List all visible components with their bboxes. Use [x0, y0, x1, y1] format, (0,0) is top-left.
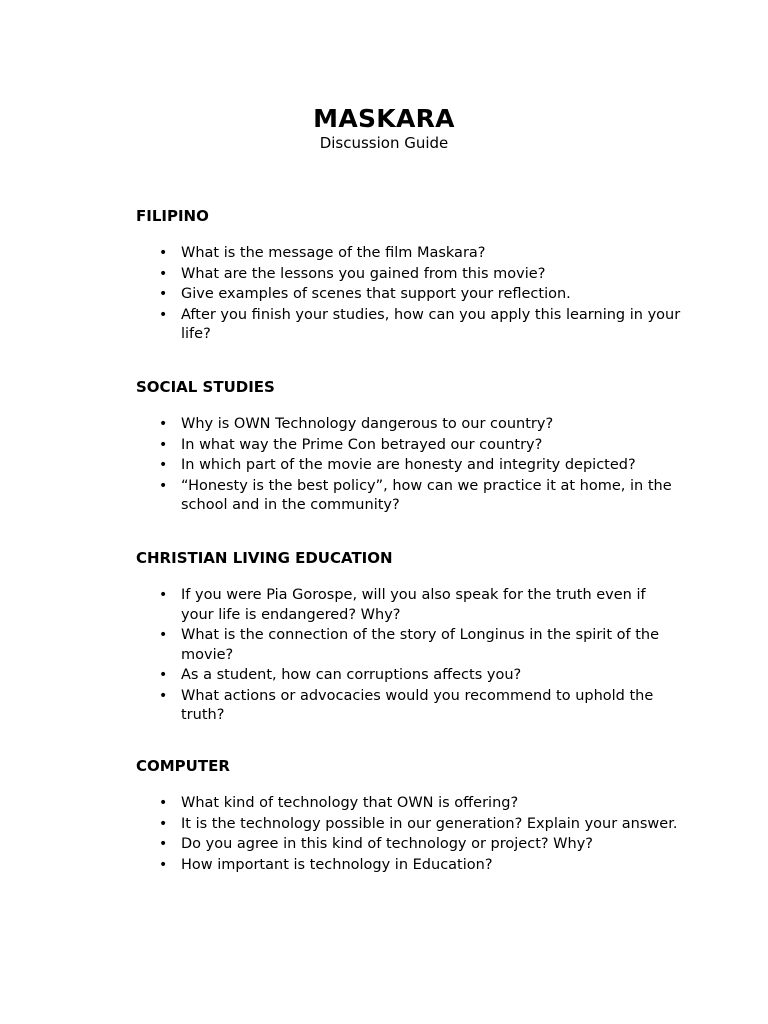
list-item	[136, 456, 696, 476]
bullet-icon: •	[159, 587, 168, 603]
bullet-icon: •	[159, 667, 168, 683]
list-item	[136, 794, 696, 814]
section-social-studies	[136, 378, 696, 517]
list-item	[136, 626, 696, 665]
bullet-icon: •	[159, 836, 168, 852]
document-subtitle: Discussion Guide	[319, 134, 449, 152]
question-text: In which part of the movie are honesty and integrity depicted?	[181, 457, 636, 473]
bullet-icon: •	[159, 286, 168, 302]
question-text: If you were Pia Gorospe, will you also speak for the truth even if your life is endangered? Why?	[181, 587, 646, 623]
list-item	[136, 306, 696, 345]
question-text: What actions or advocacies would you recommend to uphold the truth?	[181, 687, 654, 723]
bullet-icon: •	[159, 306, 168, 323]
bullet-icon: •	[159, 815, 168, 832]
question-text: Give examples of scenes that support your reflection.	[181, 286, 571, 302]
list-item	[136, 265, 696, 285]
section-filipino	[136, 207, 696, 346]
question-list	[136, 586, 696, 726]
list-item	[136, 436, 696, 456]
bullet-icon: •	[159, 477, 168, 494]
list-item	[136, 244, 696, 264]
list-item	[136, 586, 696, 625]
section-christian-living-education	[136, 549, 696, 727]
question-list	[136, 244, 696, 345]
bullet-icon: •	[159, 265, 168, 282]
section-heading: SOCIAL STUDIES	[136, 378, 275, 396]
list-item	[136, 477, 696, 516]
question-text: In what way the Prime Con betrayed our country?	[181, 436, 543, 453]
bullet-icon: •	[159, 436, 168, 453]
question-text: How important is technology in Education?	[181, 856, 493, 873]
section-computer	[136, 757, 696, 876]
section-heading: CHRISTIAN LIVING EDUCATION	[136, 549, 393, 567]
question-text: What are the lessons you gained from this movie?	[181, 265, 546, 282]
question-text: What is the message of the film Maskara?	[181, 245, 486, 261]
bullet-icon: •	[159, 457, 168, 473]
bullet-icon: •	[159, 795, 168, 811]
question-text: What is the connection of the story of Longinus in the spirit of the movie?	[181, 627, 659, 663]
section-heading: FILIPINO	[136, 207, 209, 225]
list-item	[136, 415, 696, 435]
list-item	[136, 835, 696, 855]
question-text: It is the technology possible in our generation? Explain your answer.	[181, 815, 678, 832]
list-item	[136, 687, 696, 726]
list-item	[136, 815, 696, 835]
bullet-icon: •	[159, 627, 168, 643]
question-list	[136, 415, 696, 516]
question-text: What kind of technology that OWN is offering?	[181, 795, 519, 811]
question-text: As a student, how can corruptions affects you?	[181, 667, 522, 683]
list-item	[136, 856, 696, 876]
question-list	[136, 794, 696, 875]
question-text: Do you agree in this kind of technology or project? Why?	[181, 836, 593, 852]
bullet-icon: •	[159, 245, 168, 261]
question-text: “Honesty is the best policy”, how can we practice it at home, in the school and in the community?	[181, 477, 672, 513]
section-heading: COMPUTER	[136, 757, 230, 775]
question-text: Why is OWN Technology dangerous to our country?	[181, 416, 554, 432]
bullet-icon: •	[159, 416, 168, 432]
list-item	[136, 666, 696, 686]
list-item	[136, 285, 696, 305]
question-text: After you finish your studies, how can you apply this learning in your life?	[181, 306, 681, 342]
document-title: MASKARA	[313, 104, 455, 133]
bullet-icon: •	[159, 687, 168, 704]
bullet-icon: •	[159, 856, 168, 873]
